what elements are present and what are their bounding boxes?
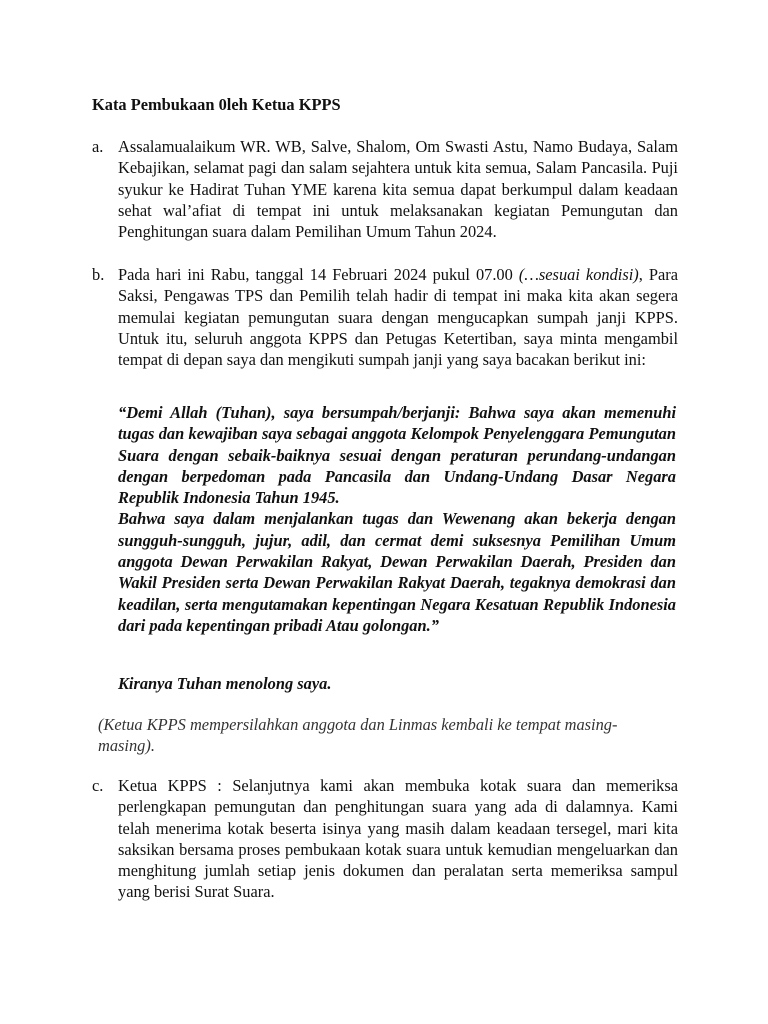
stage-direction-note: (Ketua KPPS mempersilahkan anggota dan Linmas kembali ke tempat masing-masing).: [98, 715, 618, 756]
condition-note: (…sesuai kondisi): [518, 265, 639, 284]
oath-paragraph-1: “Demi Allah (Tuhan), saya bersumpah/berjanji: Bahwa saya akan memenuhi tugas dan kewajiban saya sebagai anggota Kelompok Penyelenggara Pemungutan Suara dengan sebaik-baiknya sesuai dengan peraturan perundang-undangan dengan berpedoman pada Pancasila dan Undang-Undang Dasar Negara Republik Indonesia Tahun 1945.: [118, 403, 676, 508]
list-item-text: [118, 264, 678, 370]
document-title: Kata Pembukaan 0leh Ketua KPPS: [92, 95, 341, 114]
list-marker: a.: [92, 137, 104, 156]
list-item-a: [92, 136, 678, 242]
list-item-c: [92, 775, 678, 903]
oath-closing: Kiranya Tuhan menolong saya.: [118, 674, 332, 693]
list-item-text: Assalamualaikum WR. WB, Salve, Shalom, Om Swasti Astu, Namo Budaya, Salam Kebajikan, selamat pagi dan salam sejahtera untuk kita semua, Salam Pancasila. Puji syukur ke Hadirat Tuhan YME karena kita semua dapat berkumpul dalam keadaan sehat wal’afiat di tempat ini untuk melaksanakan kegiatan Pemungutan dan Penghitungan suara dalam Pemilihan Umum Tahun 2024.: [118, 137, 678, 242]
oath-paragraph-2: Bahwa saya dalam menjalankan tugas dan Wewenang akan bekerja dengan sungguh-sungguh, jujur, adil, dan cermat demi suksesnya Pemilihan Umum anggota Dewan Perwakilan Rakyat, Dewan Perwakilan Daerah, Presiden dan Wakil Presiden serta Dewan Perwakilan Rakyat Daerah, tegaknya demokrasi dan keadilan, serta mengutamakan kepentingan Negara Kesatuan Republik Indonesia dari pada kepentingan pribadi Atau golongan.”: [118, 509, 676, 635]
text-segment: , Para Saksi, Pengawas TPS dan Pemilih telah hadir di tempat ini maka kita akan segera memulai kegiatan pemungutan suara dengan mengucapkan sumpah janji KPPS. Untuk itu, seluruh anggota KPPS dan Petugas Ketertiban, saya minta mengambil tempat di depan saya dan mengikuti sumpah janji yang saya bacakan berikut ini:: [118, 265, 678, 370]
text-segment: Pada hari ini Rabu, tanggal 14 Februari 2024 pukul 07.00: [118, 265, 519, 284]
list-item-text: Ketua KPPS : Selanjutnya kami akan membuka kotak suara dan memeriksa perlengkapan pemungutan dan penghitungan suara yang ada di dalamnya. Kami telah menerima kotak beserta isinya yang masih dalam keadaan tersegel, mari kita saksikan bersama proses pembukaan kotak suara untuk kemudian mengeluarkan dan menghitung jumlah setiap jenis dokumen dan peralatan serta memeriksa sampul yang berisi Surat Suara.: [118, 776, 678, 902]
list-marker: b.: [92, 265, 105, 284]
oath-block: [118, 402, 676, 636]
list-item-b: [92, 264, 678, 370]
list-marker: c.: [92, 776, 104, 795]
